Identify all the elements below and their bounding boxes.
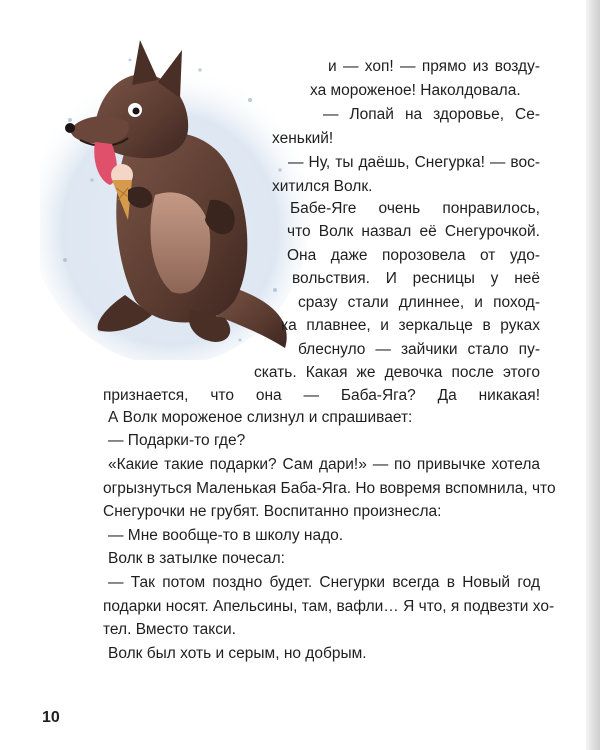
text-line: ха мороженое! Наколдовала. — [310, 82, 521, 99]
text-line: огрызнуться Маленькая Баба-Яга. Но вовремя вспомнила, что — [103, 480, 556, 497]
wolf-with-ice-cream-icon — [40, 30, 310, 360]
text-line: — Мне вообще-то в школу надо. — [108, 527, 344, 544]
text-line: Волк в затылке почесал: — [108, 550, 285, 567]
page-edge-shadow — [586, 0, 600, 750]
text-line: хенький! — [272, 130, 334, 147]
text-line: и — хоп! — прямо из возду- — [328, 58, 540, 75]
text-line: вольствия. И ресницы у неё — [292, 270, 540, 287]
text-line: Она даже порозовела от удо- — [287, 247, 540, 264]
page-number: 10 — [42, 709, 60, 726]
text-line: — Лопай на здоровье, Се- — [323, 106, 540, 123]
text-line: Снегурочки не грубят. Воспитанно произнесла: — [103, 503, 442, 520]
text-line: «Какие такие подарки? Сам дари!» — по привычке хотела — [108, 456, 540, 473]
text-line: — Подарки-то где? — [108, 432, 246, 449]
wolf-nose — [65, 123, 75, 133]
text-line: — Так потом поздно будет. Снегурки всегда в Новый год — [108, 574, 540, 591]
text-line: А Волк мороженое слизнул и спрашивает: — [108, 409, 413, 426]
text-line: что Волк назвал её Снегурочкой. — [287, 223, 540, 240]
text-line: сразу стали длиннее, и поход- — [298, 294, 540, 311]
text-line: ка плавнее, и зеркальце в руках — [281, 317, 540, 334]
text-line: признается, что она — Баба-Яга? Да никакая! — [103, 387, 540, 404]
text-line: скать. Какая же девочка после этого — [254, 364, 540, 381]
text-line: блеснуло — зайчики стало пу- — [298, 341, 540, 358]
wolf-ear-left — [132, 40, 158, 85]
text-line: подарки носят. Апельсины, там, вафли… Я что, я подвезти хо- — [103, 598, 555, 615]
text-line: тел. Вместо такси. — [103, 621, 236, 638]
text-line: — Ну, ты даёшь, Снегурка! — вос- — [288, 154, 540, 171]
text-line: хитился Волк. — [272, 178, 373, 195]
text-line: Бабе-Яге очень понравилось, — [290, 200, 540, 217]
text-line: Волк был хоть и серым, но добрым. — [108, 645, 367, 662]
